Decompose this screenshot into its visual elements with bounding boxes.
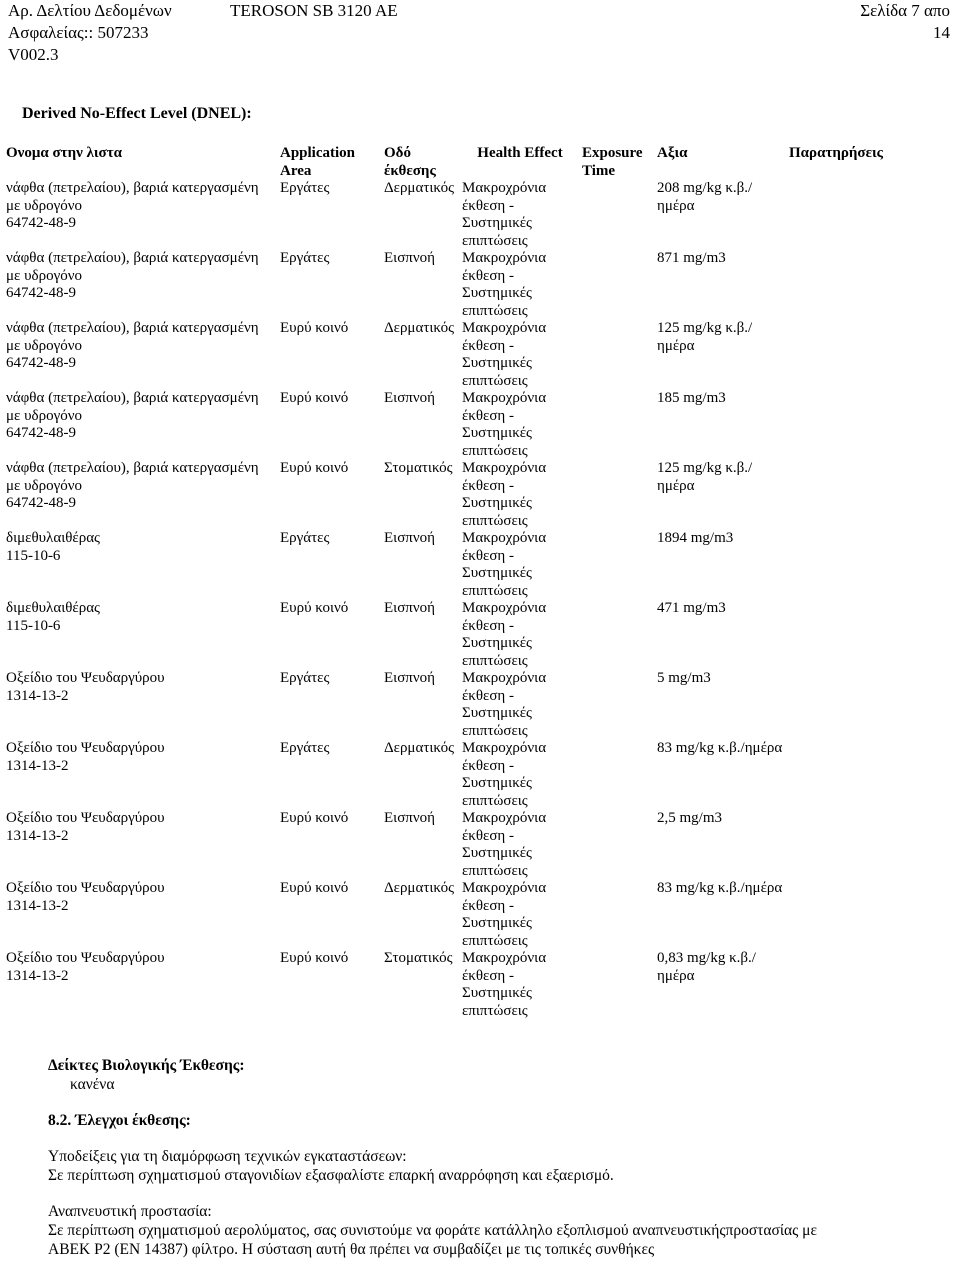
- cell-route: [382, 180, 460, 250]
- cell-route-route: Εισπνοή: [384, 250, 435, 266]
- header-version: V002.3: [8, 45, 59, 64]
- cell-time: [580, 950, 655, 1020]
- cell-name: [4, 390, 278, 460]
- section-title: Derived No-Effect Level (DNEL):: [22, 105, 252, 122]
- cell-value: [655, 880, 787, 950]
- cell-name-name: νάφθα (πετρελαίου), βαριά κατεργασμένη με υδρογόνο: [6, 460, 259, 494]
- cell-name-name: διμεθυλαιθέρας: [6, 530, 100, 546]
- cell-time: [580, 740, 655, 810]
- cell-area-area: Εργάτες: [280, 180, 330, 196]
- cell-area: [278, 250, 382, 320]
- cell-area: [278, 600, 382, 670]
- cell-value-value: 0,83 mg/kg κ.β./ημέρα: [657, 950, 756, 984]
- cell-value-value: 2,5 mg/m3: [657, 810, 723, 826]
- cell-route-route: Δερματικός: [384, 740, 455, 756]
- cell-name-name: νάφθα (πετρελαίου), βαριά κατεργασμένη με υδρογόνο: [6, 390, 259, 424]
- cell-route: [382, 740, 460, 810]
- table-row: [4, 180, 954, 250]
- table-row: [4, 600, 954, 670]
- cell-value: [655, 250, 787, 320]
- cell-name-cas: 64742-48-9: [6, 495, 76, 511]
- cell-effect-effect: Μακροχρόνια έκθεση - Συστημικές επιπτώσεις: [462, 880, 547, 949]
- cell-route: [382, 460, 460, 530]
- cell-value: [655, 670, 787, 740]
- cell-route: [382, 530, 460, 600]
- cell-time: [580, 180, 655, 250]
- cell-name-name: Οξείδιο του Ψευδαργύρου: [6, 810, 165, 826]
- cell-area-area: Εργάτες: [280, 740, 330, 756]
- cell-notes: [787, 460, 954, 530]
- cell-notes: [787, 180, 954, 250]
- cell-effect-effect: Μακροχρόνια έκθεση - Συστημικές επιπτώσεις: [462, 670, 547, 739]
- cell-time: [580, 250, 655, 320]
- table-row: [4, 950, 954, 1020]
- table-row: [4, 880, 954, 950]
- engineering-label: Υποδείξεις για τη διαμόρφωση τεχνικών εγκαταστάσεων:: [48, 1148, 407, 1165]
- cell-notes: [787, 740, 954, 810]
- header-doc-number: Ασφαλείας:: 507233: [8, 23, 149, 42]
- cell-notes: [787, 250, 954, 320]
- bottom-section: [48, 1056, 817, 1259]
- cell-effect: [460, 950, 580, 1020]
- cell-effect-effect: Μακροχρόνια έκθεση - Συστημικές επιπτώσεις: [462, 740, 547, 809]
- col-header-notes: Παρατηρήσεις: [789, 145, 883, 161]
- cell-route: [382, 810, 460, 880]
- cell-effect-effect: Μακροχρόνια έκθεση - Συστημικές επιπτώσεις: [462, 250, 547, 319]
- cell-name-cas: 1314-13-2: [6, 687, 69, 704]
- cell-area-area: Ευρύ κοινό: [280, 320, 349, 336]
- cell-effect: [460, 880, 580, 950]
- col-header-time: Exposure Time: [582, 145, 643, 179]
- cell-effect: [460, 740, 580, 810]
- engineering-text: Σε περίπτωση σχηματισμού σταγονιδίων εξασφαλίστε επαρκή αναρρόφηση και εξαερισμό.: [48, 1167, 614, 1184]
- cell-value-value: 83 mg/kg κ.β./ημέρα: [657, 880, 783, 896]
- cell-time: [580, 810, 655, 880]
- cell-route-route: Στοματικός: [384, 460, 453, 476]
- cell-value-value: 5 mg/m3: [657, 670, 711, 686]
- cell-effect-effect: Μακροχρόνια έκθεση - Συστημικές επιπτώσεις: [462, 390, 547, 459]
- cell-route-route: Εισπνοή: [384, 530, 435, 546]
- cell-area-area: Ευρύ κοινό: [280, 950, 349, 966]
- cell-effect-effect: Μακροχρόνια έκθεση - Συστημικές επιπτώσεις: [462, 600, 547, 669]
- table-row: [4, 530, 954, 600]
- cell-value: [655, 460, 787, 530]
- table-row: [4, 670, 954, 740]
- table-row: [4, 460, 954, 530]
- cell-area: [278, 180, 382, 250]
- cell-effect: [460, 600, 580, 670]
- col-header-name: Ονομα στην λιστα: [6, 145, 123, 161]
- cell-effect-effect: Μακροχρόνια έκθεση - Συστημικές επιπτώσεις: [462, 530, 547, 599]
- cell-area: [278, 390, 382, 460]
- cell-area-area: Εργάτες: [280, 670, 330, 686]
- cell-value: [655, 180, 787, 250]
- cell-area: [278, 880, 382, 950]
- cell-route: [382, 670, 460, 740]
- table-row: [4, 250, 954, 320]
- cell-area-area: Εργάτες: [280, 250, 330, 266]
- cell-time: [580, 460, 655, 530]
- cell-value-value: 471 mg/m3: [657, 600, 726, 616]
- cell-value: [655, 530, 787, 600]
- dnel-table: [4, 145, 954, 1020]
- table-row: [4, 810, 954, 880]
- cell-notes: [787, 810, 954, 880]
- respiratory-label: Αναπνευστική προστασία:: [48, 1203, 212, 1220]
- cell-value: [655, 740, 787, 810]
- cell-area-area: Ευρύ κοινό: [280, 460, 349, 476]
- cell-area: [278, 810, 382, 880]
- cell-name-name: Οξείδιο του Ψευδαργύρου: [6, 950, 165, 966]
- cell-name-name: νάφθα (πετρελαίου), βαριά κατεργασμένη με υδρογόνο: [6, 250, 259, 284]
- biological-title: Δείκτες Βιολογικής Έκθεσης:: [48, 1057, 245, 1074]
- cell-notes: [787, 880, 954, 950]
- cell-route-route: Δερματικός: [384, 880, 455, 896]
- cell-value: [655, 320, 787, 390]
- cell-route: [382, 250, 460, 320]
- table-row: [4, 390, 954, 460]
- cell-name-name: νάφθα (πετρελαίου), βαριά κατεργασμένη με υδρογόνο: [6, 320, 259, 354]
- cell-value-value: 1894 mg/m3: [657, 530, 734, 546]
- cell-name: [4, 460, 278, 530]
- cell-name: [4, 950, 278, 1020]
- col-header-value: Αξια: [657, 145, 688, 161]
- cell-route-route: Δερματικός: [384, 320, 455, 336]
- cell-route: [382, 880, 460, 950]
- cell-area-area: Ευρύ κοινό: [280, 880, 349, 896]
- cell-area-area: Ευρύ κοινό: [280, 810, 349, 826]
- cell-area: [278, 460, 382, 530]
- header-right: [860, 0, 950, 44]
- cell-notes: [787, 320, 954, 390]
- cell-name: [4, 670, 278, 740]
- cell-effect: [460, 460, 580, 530]
- table-row: [4, 320, 954, 390]
- cell-name-cas: 1314-13-2: [6, 757, 69, 774]
- col-header-effect: Health Effect: [477, 145, 563, 161]
- cell-name-cas: 64742-48-9: [6, 285, 76, 301]
- cell-effect: [460, 390, 580, 460]
- cell-value-value: 125 mg/kg κ.β./ημέρα: [657, 320, 753, 354]
- cell-time: [580, 880, 655, 950]
- header-page-label: Σελίδα 7 απο: [860, 1, 950, 20]
- cell-name-name: διμεθυλαιθέρας: [6, 600, 100, 616]
- cell-area-area: Ευρύ κοινό: [280, 600, 349, 616]
- cell-route-route: Στοματικός: [384, 950, 453, 966]
- cell-effect: [460, 530, 580, 600]
- cell-name: [4, 250, 278, 320]
- header-doc-title: Αρ. Δελτίου Δεδομένων: [8, 1, 172, 20]
- cell-value-value: 871 mg/m3: [657, 250, 726, 266]
- cell-name: [4, 810, 278, 880]
- cell-value-value: 185 mg/m3: [657, 390, 726, 406]
- cell-notes: [787, 390, 954, 460]
- cell-area-area: Ευρύ κοινό: [280, 390, 349, 406]
- cell-value-value: 125 mg/kg κ.β./ημέρα: [657, 460, 753, 494]
- cell-effect: [460, 320, 580, 390]
- cell-name-name: Οξείδιο του Ψευδαργύρου: [6, 880, 165, 896]
- cell-value: [655, 600, 787, 670]
- cell-time: [580, 390, 655, 460]
- cell-name-cas: 1314-13-2: [6, 827, 69, 844]
- cell-notes: [787, 950, 954, 1020]
- cell-route-route: Δερματικός: [384, 180, 455, 196]
- cell-name-cas: 64742-48-9: [6, 425, 76, 441]
- biological-value: κανένα: [70, 1076, 115, 1093]
- cell-route-route: Εισπνοή: [384, 390, 435, 406]
- cell-name-cas: 64742-48-9: [6, 215, 76, 231]
- cell-name-name: Οξείδιο του Ψευδαργύρου: [6, 670, 165, 686]
- cell-name: [4, 600, 278, 670]
- cell-route: [382, 390, 460, 460]
- header-page-total: 14: [933, 23, 950, 42]
- cell-route: [382, 600, 460, 670]
- cell-name: [4, 740, 278, 810]
- cell-name-cas: 1314-13-2: [6, 897, 69, 914]
- cell-name: [4, 320, 278, 390]
- cell-name-cas: 115-10-6: [6, 617, 61, 634]
- cell-route-route: Εισπνοή: [384, 670, 435, 686]
- cell-notes: [787, 530, 954, 600]
- controls-title: 8.2. Έλεγχοι έκθεσης:: [48, 1112, 191, 1129]
- cell-route: [382, 320, 460, 390]
- cell-area: [278, 670, 382, 740]
- cell-name-cas: 115-10-6: [6, 547, 61, 564]
- cell-effect-effect: Μακροχρόνια έκθεση - Συστημικές επιπτώσεις: [462, 180, 547, 249]
- cell-area: [278, 950, 382, 1020]
- col-header-route: Οδό έκθεσης: [384, 145, 436, 179]
- cell-effect-effect: Μακροχρόνια έκθεση - Συστημικές επιπτώσεις: [462, 320, 547, 389]
- cell-effect: [460, 180, 580, 250]
- cell-time: [580, 320, 655, 390]
- cell-area-area: Εργάτες: [280, 530, 330, 546]
- cell-route: [382, 950, 460, 1020]
- cell-name-name: νάφθα (πετρελαίου), βαριά κατεργασμένη με υδρογόνο: [6, 180, 259, 214]
- cell-notes: [787, 600, 954, 670]
- cell-value-value: 83 mg/kg κ.β./ημέρα: [657, 740, 783, 756]
- cell-effect: [460, 250, 580, 320]
- cell-notes: [787, 670, 954, 740]
- cell-area: [278, 530, 382, 600]
- cell-route-route: Εισπνοή: [384, 600, 435, 616]
- cell-name-cas: 64742-48-9: [6, 355, 76, 371]
- cell-name-name: Οξείδιο του Ψευδαργύρου: [6, 740, 165, 756]
- cell-value: [655, 390, 787, 460]
- page-header: [8, 0, 950, 66]
- cell-name: [4, 530, 278, 600]
- cell-effect: [460, 670, 580, 740]
- cell-value: [655, 810, 787, 880]
- header-product: TEROSON SB 3120 AE: [230, 1, 398, 20]
- cell-effect-effect: Μακροχρόνια έκθεση - Συστημικές επιπτώσεις: [462, 460, 547, 529]
- cell-area: [278, 320, 382, 390]
- col-header-area: Application Area: [280, 145, 356, 179]
- cell-value-value: 208 mg/kg κ.β./ημέρα: [657, 180, 753, 214]
- cell-value: [655, 950, 787, 1020]
- respiratory-text-1: Σε περίπτωση σχηματισμού αερολύματος, σας συνιστούμε να φοράτε κατάλληλο εξοπλισμού αναπνευστικήςπροστασίας με: [48, 1222, 817, 1239]
- cell-name: [4, 180, 278, 250]
- respiratory-text-2: ABEK P2 (EN 14387) φίλτρο. Η σύσταση αυτή θα πρέπει να συμβαδίζει με τις τοπικές συνθήκες: [48, 1241, 655, 1258]
- header-left: [8, 0, 172, 66]
- cell-time: [580, 530, 655, 600]
- cell-name-cas: 1314-13-2: [6, 967, 69, 984]
- cell-route-route: Εισπνοή: [384, 810, 435, 826]
- table-row: [4, 740, 954, 810]
- cell-name: [4, 880, 278, 950]
- cell-effect-effect: Μακροχρόνια έκθεση - Συστημικές επιπτώσεις: [462, 950, 547, 1019]
- cell-effect: [460, 810, 580, 880]
- cell-area: [278, 740, 382, 810]
- cell-time: [580, 600, 655, 670]
- cell-effect-effect: Μακροχρόνια έκθεση - Συστημικές επιπτώσεις: [462, 810, 547, 879]
- table-header-row: [4, 145, 954, 180]
- cell-time: [580, 670, 655, 740]
